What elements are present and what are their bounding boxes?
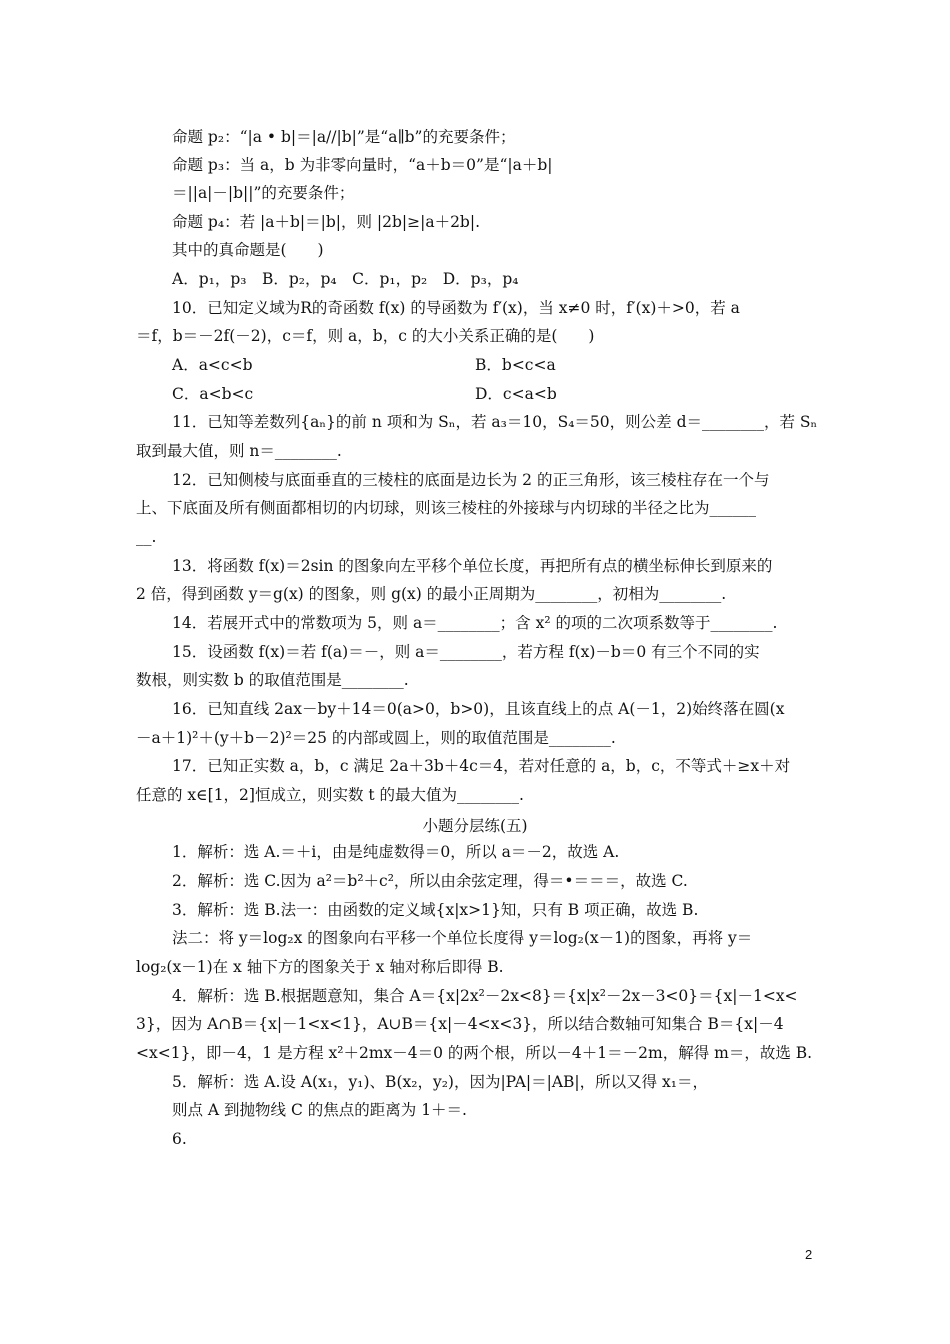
option-b: B．b<c<a — [475, 356, 556, 374]
text-line: 命题 p₄：若 |a＋b|＝|b|，则 |2b|≥|a＋2b|. — [172, 213, 481, 231]
section-title: 小题分层练(五) — [422, 817, 528, 835]
page-number: 2 — [805, 1247, 813, 1262]
text-line: log₂(x－1)在 x 轴下方的图象关于 x 轴对称后即得 B. — [136, 958, 504, 976]
text-line: 17．已知正实数 a，b，c 满足 2a＋3b＋4c＝4，若对任意的 a，b，c，不等式＋≥x＋对 — [172, 757, 791, 775]
text-line: 数根，则实数 b 的取值范围是________. — [136, 671, 409, 689]
text-line: 取到最大值，则 n＝________. — [136, 442, 342, 460]
text-line: 16．已知直线 2ax－by＋14＝0(a>0，b>0)，且该直线上的点 A(－1，2)始终落在圆(x — [172, 700, 785, 718]
option-a: A．a<c<b — [172, 356, 253, 374]
text-line: 3}，因为 A∩B＝{x|－1<x<1}，A∪B＝{x|－4<x<3}，所以结合数轴可知集合 B＝{x|－4 — [136, 1015, 784, 1033]
text-line: 任意的 x∈[1，2]恒成立，则实数 t 的最大值为________. — [136, 786, 524, 804]
text-line: 13．将函数 f(x)＝2sin 的图象向左平移个单位长度，再把所有点的横坐标伸长到原来的 — [172, 557, 773, 575]
text-line: 5．解析：选 A.设 A(x₁，y₁)、B(x₂，y₂)，因为|PA|＝|AB|，所以又得 x₁＝， — [172, 1073, 709, 1091]
option-c: C．a<b<c — [172, 385, 254, 403]
text-line: 11．已知等差数列{aₙ}的前 n 项和为 Sₙ，若 a₃＝10，S₄＝50，则公差 d＝________，若 Sₙ — [172, 413, 818, 431]
text-line: <x<1}，即－4，1 是方程 x²＋2mx－4＝0 的两个根，所以－4＋1＝－2m，解得 m＝，故选 B. — [136, 1044, 813, 1062]
text-line: 12．已知侧棱与底面垂直的三棱柱的底面是边长为 2 的正三角形，该三棱柱存在一个与 — [172, 471, 770, 489]
text-line: 14．若展开式中的常数项为 5，则 a＝________；含 x² 的项的二次项系数等于________. — [172, 614, 778, 632]
text-line: 2 倍，得到函数 y＝g(x) 的图象，则 g(x) 的最小正周期为________，初相为________. — [136, 585, 727, 603]
text-line: 2．解析：选 C.因为 a²＝b²＋c²，所以由余弦定理，得＝•＝＝＝，故选 C. — [172, 872, 688, 890]
text-line: ＝f，b＝－2f(－2)，c＝f，则 a，b，c 的大小关系正确的是( ) — [136, 327, 595, 345]
option-d: D．c<a<b — [475, 385, 557, 403]
text-line: 3．解析：选 B.法一：由函数的定义域{x|x>1}知，只有 B 项正确，故选 B. — [172, 901, 699, 919]
text-line: 上、下底面及所有侧面都相切的内切球，则该三棱柱的外接球与内切球的半径之比为______ — [136, 499, 757, 517]
text-line: 命题 p₂：“|a • b|＝|a//|b|”是“a∥b”的充要条件； — [172, 128, 516, 146]
text-line: 4．解析：选 B.根据题意知，集合 A＝{x|2x²－2x<8}＝{x|x²－2x－3<0}＝{x|－1<x< — [172, 987, 798, 1005]
text-line: 法二：将 y＝log₂x 的图象向右平移一个单位长度得 y＝log₂(x－1)的图象，再将 y＝ — [172, 929, 753, 947]
text-line: －a＋1)²＋(y＋b－2)²＝25 的内部或圆上，则的取值范围是________. — [136, 729, 616, 747]
text-line: 则点 A 到抛物线 C 的焦点的距离为 1＋＝. — [172, 1101, 467, 1119]
text-line: A．p₁，p₃ B．p₂，p₄ C．p₁，p₂ D．p₃，p₄ — [172, 270, 519, 288]
text-line: 10．已知定义域为R的奇函数 f(x) 的导函数为 f′(x)，当 x≠0 时，f′(x)＋>0，若 a — [172, 299, 740, 317]
text-line: 15．设函数 f(x)＝若 f(a)＝－，则 a＝________，若方程 f(x)－b＝0 有三个不同的实 — [172, 643, 760, 661]
text-line: 1．解析：选 A.＝＋i，由是纯虚数得＝0，所以 a＝－2，故选 A. — [172, 843, 620, 861]
text-line: ＝||a|－|b||”的充要条件； — [172, 184, 355, 202]
text-line: 命题 p₃：当 a，b 为非零向量时，“a＋b＝0”是“|a＋b| — [172, 156, 553, 174]
text-line: 其中的真命题是( ) — [172, 241, 324, 259]
text-line: __. — [136, 528, 157, 546]
text-line: 6. — [172, 1130, 187, 1148]
